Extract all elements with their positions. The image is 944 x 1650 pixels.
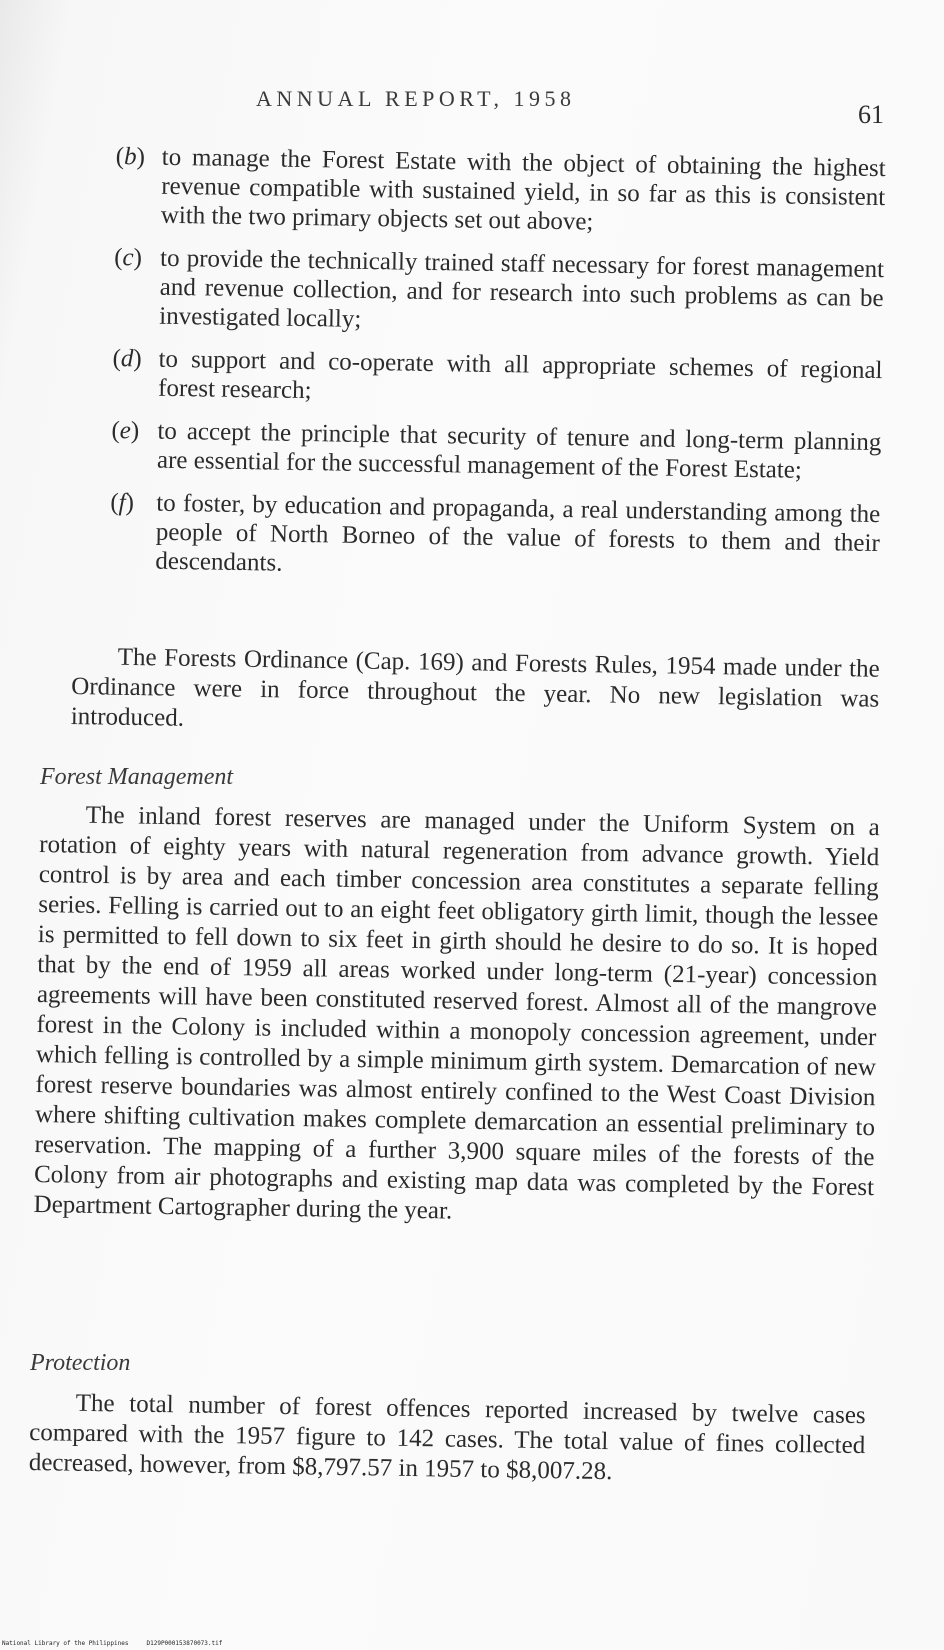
list-item [111,416,882,486]
list-item [115,142,886,241]
footer-file-id: D129P000153870073.tif [146,1640,223,1647]
header-year: 1958 [513,86,576,111]
list-item [112,344,883,414]
clause-text: to manage the Forest Estate with the object of obtaining the highest revenue compatible with sustained yield, in so far as this is consistent with the two primary objects set out above; [160,143,886,236]
clause-text: to accept the principle that security of tenure and long-term planning are essential for the successful management of the Forest Estate; [156,417,882,484]
clause-text: to provide the technically trained staff necessary for forest management and revenue collection, and for research into such problems as can be investigated locally; [159,244,885,333]
forest-management-paragraph: The inland forest reserves are managed under the Uniform System on a rotation of eighty years with natural regeneration from advance growth. Yield control is by area and each timber concession area constitutes a separate felling series. Felling is carried out to an eight feet obligatory girth limit, though the lessee is permitted to fell down to six feet in girth should he desire to do so. It is hoped that by the end of 1959 all areas worked under long-term (21-year) concession agreements will have been constituted reserved forest. Almost all of the mangrove forest in the Colony is included within a monopoly concession agreement, under which felling is controlled by a simple minimum girth system. Demarcation of new forest reserve boundaries was almost entirely confined to the West Coast Division where shifting cultivation makes complete demarcation an essential preliminary to reservation. The mapping of a further 3,900 square miles of the forests of the Colony from air photographs and existing map data was completed by the Forest Department Cartographer during the year. [33,801,880,1225]
section-heading-forest-management: Forest Management [40,764,234,790]
clause-label: (d) [112,344,142,373]
page-number: 61 [858,100,884,129]
list-item [109,488,880,587]
section-heading-protection: Protection [30,1350,131,1376]
clause-label: (c) [113,243,143,272]
running-header [256,86,575,112]
clause-label: (f) [110,488,135,517]
clause-text: to support and co-operate with all appropriate schemes of regional forest research; [157,345,883,405]
clause-text: to foster, by education and propaganda, a real understanding among the people of North Borneo of the value of forests to them and their descendants. [155,489,881,577]
header-title: ANNUAL REPORT, [256,86,504,111]
footer-library: National Library of the Philippines [2,1640,129,1647]
clause-label: (e) [111,416,140,445]
ordinance-paragraph: The Forests Ordinance (Cap. 169) and Forests Rules, 1954 made under the Ordinance were in force throughout the year. No new legislation was introduced. [70,643,880,732]
scan-footer [2,1640,222,1647]
protection-paragraph: The total number of forest offences reported increased by twelve cases compared with the 1957 figure to 142 cases. The total value of fines collected decreased, however, from $8,797.57 in 1957 to $8,007.28. [28,1389,866,1486]
objectives-list [109,142,886,601]
clause-label: (b) [115,142,146,171]
list-item [113,243,884,342]
